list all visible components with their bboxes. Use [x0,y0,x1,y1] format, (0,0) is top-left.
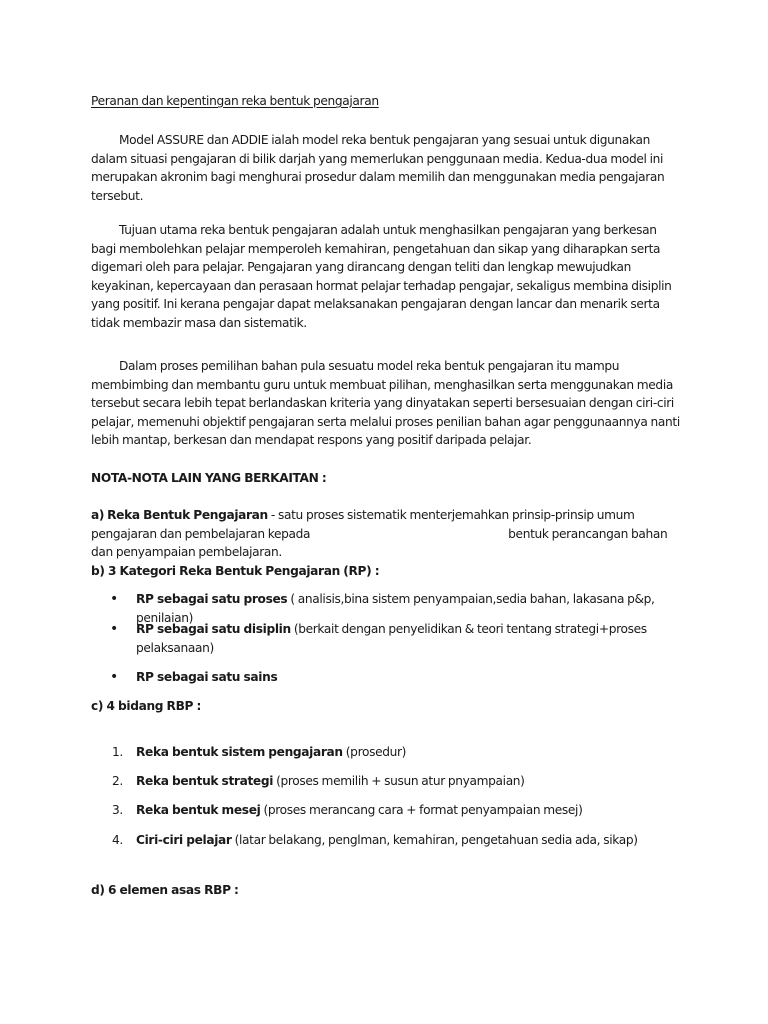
numbered-item-rest: (prosedur) [342,745,407,759]
section-a-text-1: satu proses sistematik menterjemahkan prinsip-prinsip umum pengajaran dan pembelajaran kepada [91,508,635,541]
list-item-bold: RP sebagai satu disiplin [136,622,291,636]
paragraph-2: Tujuan utama reka bentuk pengajaran adalah untuk menghasilkan pengajaran yang berkesan bagi membolehkan pelajar memperoleh kemahiran, pengetahuan dan sikap yang diharapkan serta digemari oleh para pelajar. Pengajaran yang dirancang dengan teliti dan lengkap mewujudkan keyakinan, kepercayaan dan perasaan hormat pelajar terhadap pengajar, sekaligus membina disiplin yang positif. Ini kerana pengajar dapat melaksanakan pengajaran dengan lancar dan menarik serta tidak membazir masa dan sistematik. [91,223,672,330]
list-item-text [136,620,681,657]
bullet-icon: • [110,591,118,607]
list-item-bold: RP sebagai satu proses [136,592,288,606]
section-d-heading: d) 6 elemen asas RBP : [91,883,239,897]
section-a-label: a) [91,508,105,522]
numbered-item-rest: (latar belakang, penglman, kemahiran, pengetahuan sedia ada, sikap) [231,833,638,847]
list-item-rest: (berkait dengan penyelidikan & teori tentang strategi+proses pelaksanaan) [136,622,647,655]
item-number: 4. [112,833,123,847]
section-a-term: Reka Bentuk Pengajaran [107,508,268,522]
item-number: 1. [112,745,123,759]
section-c-heading: c) 4 bidang RBP : [91,699,202,713]
document-title: Peranan dan kepentingan reka bentuk pengajaran [91,94,379,108]
numbered-item-bold: Reka bentuk strategi [136,774,274,788]
item-number: 3. [112,803,123,817]
numbered-item-text [136,801,686,820]
numbered-item-bold: Reka bentuk mesej [136,803,261,817]
numbered-item-rest: (proses merancang cara + format penyampaian mesej) [260,803,583,817]
section-a [91,506,681,562]
list-item-rest: ( analisis,bina sistem penyampaian,sedia bahan, lakasana p&p, penilaian) [136,592,655,625]
item-number: 2. [112,774,123,788]
numbered-item-bold: Ciri-ciri pelajar [136,833,232,847]
nota-heading: NOTA-NOTA LAIN YANG BERKAITAN : [91,471,327,485]
numbered-item-rest: (proses memilih + susun atur pnyampaian) [273,774,525,788]
paragraph-1: Model ASSURE dan ADDIE ialah model reka bentuk pengajaran yang sesuai untuk digunakan dalam situasi pengajaran di bilik darjah yang memerlukan penggunaan media. Kedua-dua model ini merupakan akronim bagi menghurai prosedur dalam memilih dan menggunakan media pengajaran tersebut. [91,133,665,203]
numbered-item-text [136,772,686,791]
numbered-item-text [136,831,686,850]
numbered-item-bold: Reka bentuk sistem pengajaran [136,745,343,759]
section-a-text-2: bentuk perancangan bahan dan penyampaian pembelajaran. [91,526,668,560]
section-a-separator: - [267,508,278,522]
section-b-heading: b) 3 Kategori Reka Bentuk Pengajaran (RP) : [91,564,380,578]
list-item-text [136,668,681,687]
bullet-icon: • [110,621,118,637]
paragraph-3: Dalam proses pemilihan bahan pula sesuatu model reka bentuk pengajaran itu mampu membimbing dan membantu guru untuk membuat pilihan, menghasilkan serta menggunakan media tersebut secara lebih tepat berlandaskan kriteria yang dinyatakan seperti bersesuaian dengan ciri-ciri pelajar, memenuhi objektif pengajaran serta melalui proses penilian bahan agar penggunaannya nanti lebih mantap, berkesan dan mendapat respons yang positif daripada pelajar. [91,359,680,448]
bullet-icon: • [110,669,118,685]
numbered-item-text [136,743,686,762]
list-item-bold: RP sebagai satu sains [136,670,278,684]
